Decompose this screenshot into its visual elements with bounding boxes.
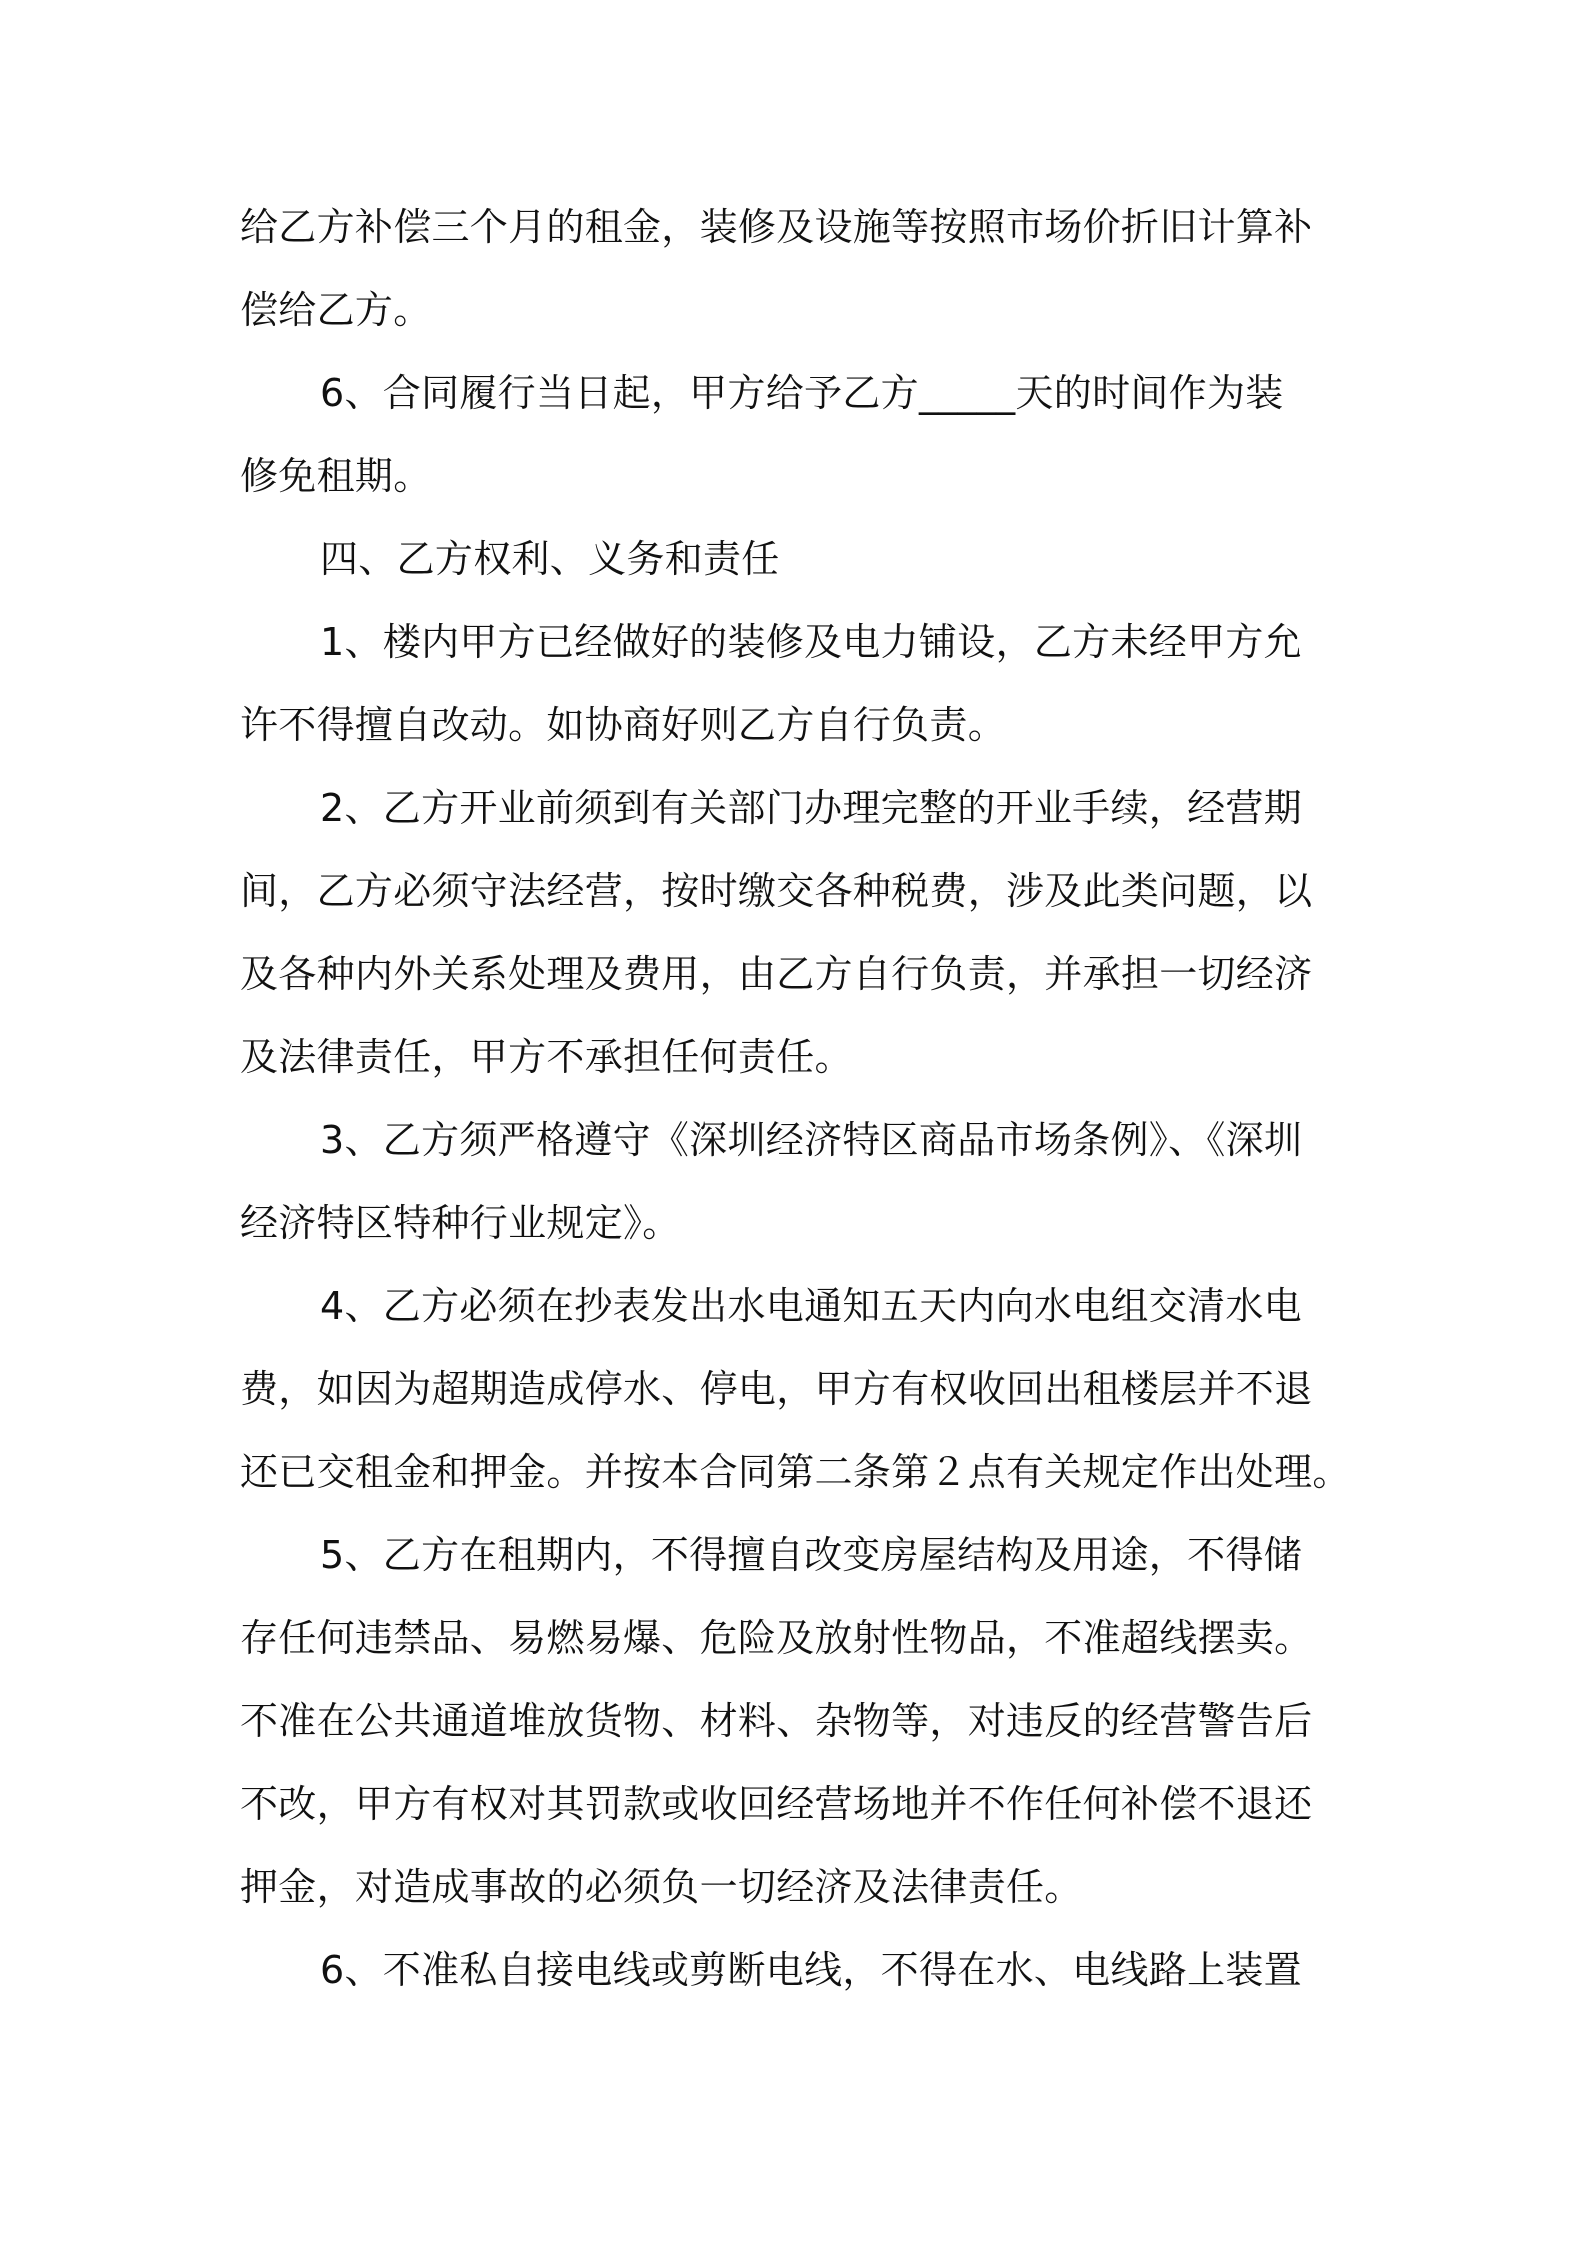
text-line: 修免租期。 (240, 454, 432, 498)
text-line: 不准在公共通道堆放货物、材料、杂物等，对违反的经营警告后 (240, 1699, 1313, 1743)
text-line: 偿给乙方。 (240, 288, 432, 332)
paragraph-start-line: 2、乙方开业前须到有关部门办理完整的开业手续，经营期 (320, 786, 1302, 830)
text-line: 经济特区特种行业规定》。 (240, 1201, 681, 1245)
paragraph-start-line: 3、乙方须严格遵守《深圳经济特区商品市场条例》、《深圳 (320, 1118, 1303, 1162)
section-heading: 四、乙方权利、义务和责任 (320, 537, 780, 581)
text-line: 不改，甲方有权对其罚款或收回经营场地并不作任何补偿不退还 (240, 1782, 1313, 1826)
paragraph-start-line: 4、乙方必须在抄表发出水电通知五天内向水电组交清水电 (320, 1284, 1302, 1328)
paragraph-start-line: 1、楼内甲方已经做好的装修及电力铺设，乙方未经甲方允 (320, 620, 1302, 664)
text-line: 存任何违禁品、易燃易爆、危险及放射性物品，不准超线摆卖。 (240, 1616, 1313, 1660)
text-line: 押金，对造成事故的必须负一切经济及法律责任。 (240, 1865, 1083, 1909)
text-line: 及各种内外关系处理及费用，由乙方自行负责，并承担一切经济 (240, 952, 1313, 996)
text-line: 间，乙方必须守法经营，按时缴交各种税费，涉及此类问题，以 (240, 869, 1313, 913)
paragraph-start-line: 6、合同履行当日起，甲方给予乙方_____天的时间作为装 (320, 371, 1284, 415)
text-line: 给乙方补偿三个月的租金，装修及设施等按照市场价折旧计算补 (240, 205, 1313, 249)
paragraph-start-line: 6、不准私自接电线或剪断电线，不得在水、电线路上装置 (320, 1948, 1302, 1992)
paragraph-start-line: 5、乙方在租期内，不得擅自改变房屋结构及用途，不得储 (320, 1533, 1302, 1577)
text-line: 费，如因为超期造成停水、停电，甲方有权收回出租楼层并不退 (240, 1367, 1313, 1411)
text-line: 许不得擅自改动。如协商好则乙方自行负责。 (240, 703, 1007, 747)
text-line: 及法律责任，甲方不承担任何责任。 (240, 1035, 853, 1079)
text-line: 还已交租金和押金。并按本合同第二条第２点有关规定作出处理。 (240, 1450, 1351, 1494)
document-body (240, 198, 1370, 1999)
